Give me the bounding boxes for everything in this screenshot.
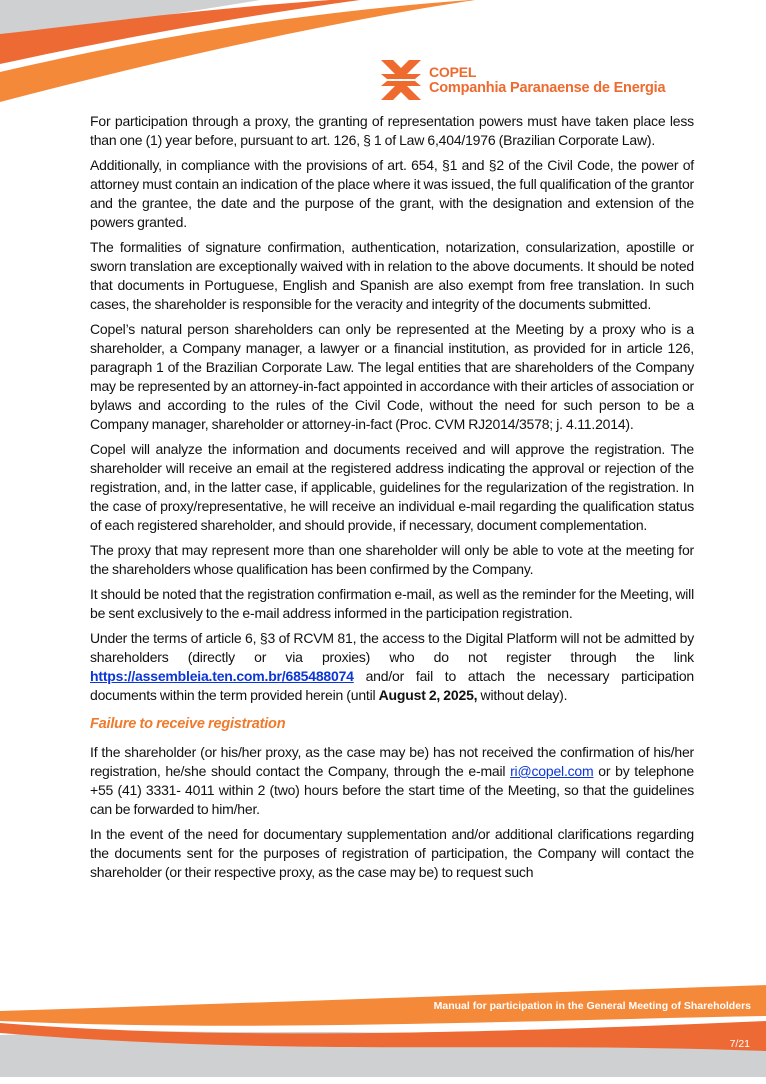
paragraph: It should be noted that the registration confirmation e-mail, as well as the reminder for the Meeting, will be sent exclusively to the e-mail address informed in the participation registration. (90, 586, 694, 621)
document-body (90, 112, 694, 888)
deadline-date: August 2, 2025, (378, 687, 478, 703)
footer-title: Manual for participation in the General Meeting of Shareholders (433, 1000, 751, 1012)
logo-title: COPEL (429, 64, 477, 80)
paragraph: Additionally, in compliance with the provisions of art. 654, §1 and §2 of the Civil Code, the power of attorney must contain an indication of the place where it was issued, the full qualification of the grantor and the grantee, the date and the purpose of the grant, with the designation and extension of the powers granted. (90, 157, 694, 230)
copel-logo-icon (381, 60, 421, 100)
page-number: 7/21 (729, 1038, 750, 1050)
email-link[interactable]: ri@copel.com (510, 763, 594, 779)
paragraph: In the event of the need for documentary supplementation and/or additional clarifications regarding the documents sent for the purposes of registration of participation, the Company will contact the shareholder (or their respective proxy, as the case may be) to request such (90, 826, 694, 880)
text: If the shareholder (or his/her proxy, as the case may be) has not received the confirmation of his/her registration, he/she should contact the Company, through the e-mail (90, 744, 694, 779)
text: Under the terms of article 6, §3 of RCVM 81, the access to the Digital Platform will not be admitted by shareholders (directly or via proxies) who do not register through the link (90, 630, 694, 665)
paragraph-rcvm (90, 629, 694, 705)
paragraph: The proxy that may represent more than one shareholder will only be able to vote at the meeting for the shareholders whose qualification has been confirmed by the Company. (90, 542, 694, 577)
text: and/or fail to attach the necessary participation documents within the term provided herein (until (90, 668, 694, 703)
paragraph: The formalities of signature confirmation, authentication, notarization, consularization, apostille or sworn translation are exceptionally waived with in relation to the above documents. It should be noted that documents in Portuguese, English and Spanish are also exempt from free translation. In such cases, the shareholder is responsible for the veracity and integrity of the documents submitted. (90, 239, 694, 312)
section-heading: Failure to receive registration (90, 716, 286, 732)
copel-logo (381, 60, 665, 100)
logo-subtitle: Companhia Paranaense de Energia (429, 80, 666, 96)
paragraph: Copel will analyze the information and documents received and will approve the registration. The shareholder will receive an email at the registered address indicating the approval or rejection of the registration, and, in the latter case, if applicable, guidelines for the regularization of the registration. In the case of proxy/representative, he will receive an individual e-mail regarding the qualification status of each registered shareholder, and should provide, if necessary, document complementation. (90, 441, 694, 533)
paragraph-failure (90, 743, 694, 819)
registration-link[interactable]: https://assembleia.ten.com.br/685488074 (90, 668, 354, 684)
paragraph: For participation through a proxy, the granting of representation powers must have taken place less than one (1) year before, pursuant to art. 126, § 1 of Law 6,404/1976 (Brazilian Corporate Law). (90, 113, 694, 148)
paragraph: Copel’s natural person shareholders can only be represented at the Meeting by a proxy who is a shareholder, a Company manager, a lawyer or a financial institution, as provided for in article 126, paragraph 1 of the Brazilian Corporate Law. The legal entities that are shareholders of the Company may be represented by an attorney-in-fact appointed in accordance with their articles of association or bylaws and according to the rules of the Civil Code, without the need for such person to be a Company manager, shareholder or attorney-in-fact (Proc. CVM RJ2014/3578; j. 4.11.2014). (90, 321, 694, 432)
text: or by telephone +55 (41) 3331- 4011 within 2 (two) hours before the start time of the Meeting, so that the guidelines can be forwarded to him/her. (90, 763, 694, 817)
text: without delay). (477, 687, 568, 703)
